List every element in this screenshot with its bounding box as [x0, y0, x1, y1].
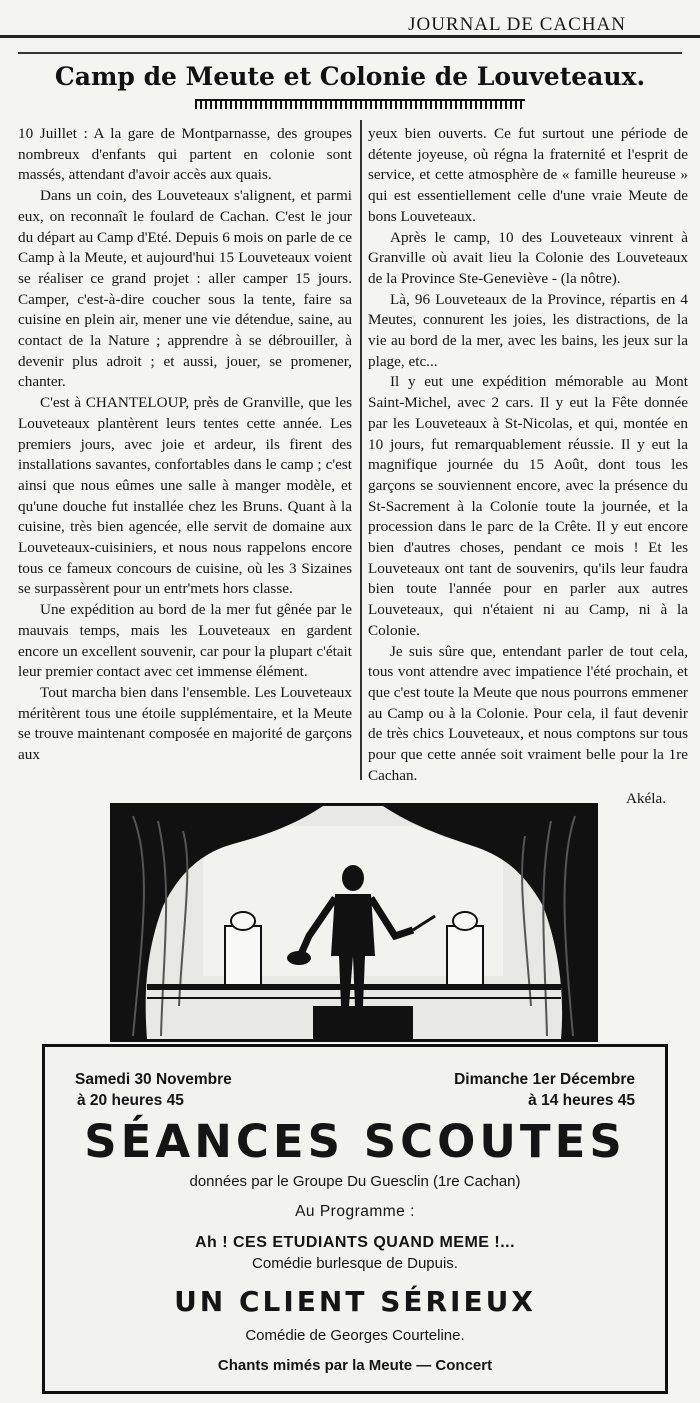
title-ornament	[195, 99, 525, 109]
paragraph: Tout marcha bien dans l'ensemble. Les Louveteaux méritèrent tous une étoile supplémentaire, et la Meute se trouve maintenant composée en majorité de garçons aux	[18, 683, 352, 764]
date-left-time: à 20 heures 45	[77, 1092, 184, 1109]
paragraph: Il y eut une expédition mémorable au Mont Saint-Michel, avec 2 cars. Il y eut la Fête donnée par les Louveteaux à St-Nicolas, et qui, montée en 10 jours, fut remarquablement réussie. Il y eut la magnifique journée du 15 Août, dont tous les garçons se souviennent encore, avec la présence du St-Sacrement à la Colonie toute la journée, et la procession dans le parc de la Crête. Il y eut encore bien d'autres choses, pendant ce mois ! Et les Louveteaux ont tant de souvenirs, qu'ils leur faudra bien toute l'année pour en parler aux autres Louveteaux, qui n'étaient ni au Camp, ni à la Colonie.	[368, 373, 688, 639]
announcement-headline: SÉANCES SCOUTES	[84, 1115, 626, 1168]
top-hat	[287, 951, 311, 965]
show-announcement	[42, 1044, 668, 1394]
column-divider	[360, 120, 362, 780]
announcement-subtitle: données par le Groupe Du Guesclin (1re Cachan)	[189, 1173, 521, 1190]
announcement-footer: Chants mimés par la Meute — Concert	[217, 1357, 493, 1374]
paragraph: Je suis sûre que, entendant parler de tout cela, tous vont attendre avec impatience l'été prochain, et que c'est toute la Meute que nous pourrons emmener au Camp ou à la Colonie. Pour cela, il faut devenir de très chics Louveteaux, et nous comptons sur tous pour que cette année soit vraiment belle pour la 1re Cachan.	[368, 642, 688, 784]
paragraph: Une expédition au bord de la mer fut gênée par le mauvais temps, mais les Louveteaux en gardent encore un excellent souvenir, car pour la plupart c'était leur premier contact avec cet immense élément.	[18, 601, 352, 681]
article-column-left	[18, 124, 352, 766]
stage-drawing	[113, 806, 595, 1039]
date-saturday	[75, 1069, 232, 1111]
paragraph: Là, 96 Louveteaux de la Province, répartis en 4 Meutes, connurent les joies, les distractions, de la vie au bord de la mer, avec les bains, les jeux sur la plage, etc...	[368, 290, 688, 370]
play2-description: Comédie de Georges Courteline.	[245, 1327, 465, 1344]
paragraph: Dans un coin, des Louveteaux s'alignent, et parmi eux, on reconnaît le foulard de Cachan. C'est le jour du départ au Camp d'Eté. Depuis 6 mois on parle de ce Camp à la Meute, et aujourd'hui 15 Louveteaux voient se réaliser ce grand projet : aller camper 15 jours. Camper, c'est-à-dire coucher sous la tente, faire sa cuisine en plein air, mener une vie détendue, saine, au contact de la Nature ; apprendre à se débrouiller, à devenir plus adroit ; et aussi, jouer, se promener, chanter.	[18, 187, 352, 391]
journal-name: JOURNAL DE CACHAN	[408, 14, 626, 35]
paragraph: Après le camp, 10 des Louveteaux vinrent à Granville où avait lieu la Colonie des Louveteaux de la Province Ste-Geneviève - (la nôtre).	[368, 228, 688, 287]
article-title: Camp de Meute et Colonie de Louveteaux.	[54, 62, 646, 91]
performer-head	[342, 865, 364, 891]
prompter-box	[313, 1006, 413, 1039]
stage-illustration	[110, 803, 598, 1042]
play1-title: Ah ! CES ETUDIANTS QUAND MEME !...	[194, 1234, 516, 1251]
play2-title: UN CLIENT SÉRIEUX	[174, 1285, 536, 1318]
title-top-rule	[18, 52, 682, 54]
paragraph: yeux bien ouverts. Ce fut surtout une période de détente joyeuse, où régna la fraternité et l'esprit de service, et cette atmosphère de « famille heureuse » qui est essentiellement celle d'une vraie Meute de bons Louveteaux.	[368, 125, 688, 225]
date-sunday	[454, 1069, 635, 1111]
article-column-right	[368, 124, 688, 809]
program-label: Au Programme :	[295, 1203, 415, 1220]
header-rule	[0, 35, 700, 38]
date-right-time: à 14 heures 45	[528, 1092, 635, 1109]
date-right-day: Dimanche 1er Décembre	[454, 1071, 635, 1088]
article-signature: Akéla.	[625, 789, 666, 807]
play1-description: Comédie burlesque de Dupuis.	[252, 1255, 458, 1272]
paragraph: 10 Juillet : A la gare de Montparnasse, des groupes nombreux d'enfants qui partent en colonie sont massés, attendant d'avoir accès aux quais.	[18, 125, 352, 184]
date-left-day: Samedi 30 Novembre	[75, 1071, 232, 1088]
paragraph: C'est à CHANTELOUP, près de Granville, que les Louveteaux plantèrent leurs tentes cette année. Les premiers jours, avec joie et ardeur, ils firent des installations savantes, confortables dans le camp ; c'est ainsi que nous eûmes une salle à manger modèle, et qu'une douche fut installée chez les Bruns. Quant à la cuisine, très bien agencée, elle servit de domaine aux Louveteaux-cuisiniers, et nous nous rappelons encore tous ce fameux concours de cuisine, où les 3 Sizaines se surpassèrent pour un entr'mets hors classe.	[18, 394, 352, 598]
